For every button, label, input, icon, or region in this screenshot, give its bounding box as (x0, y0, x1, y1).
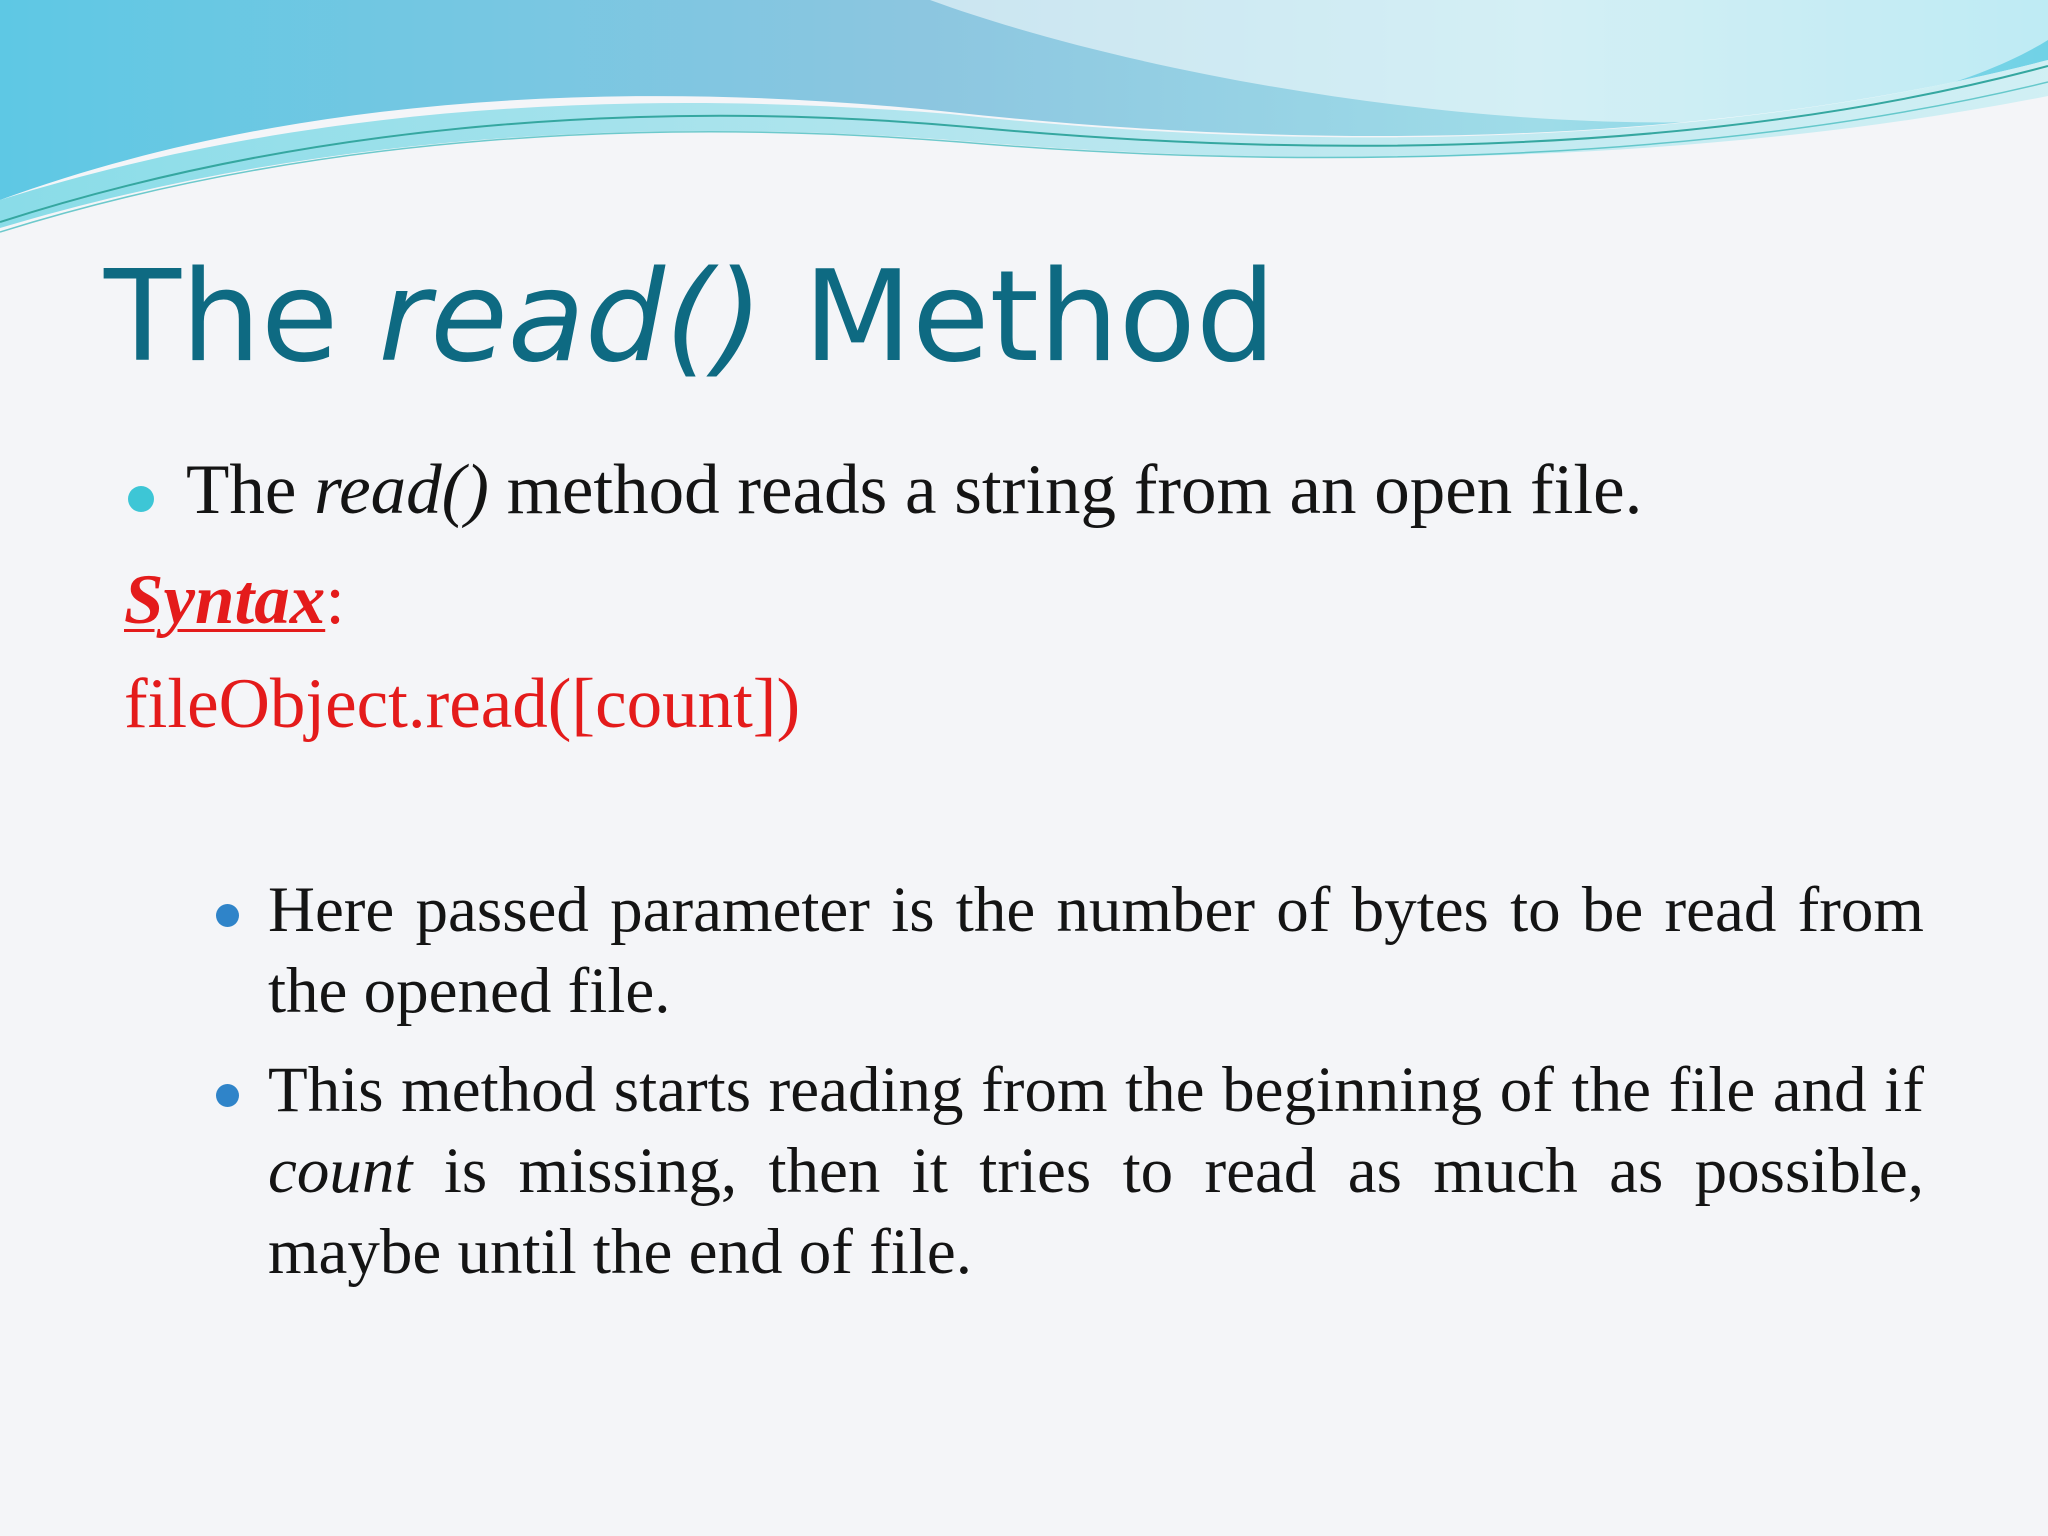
header-wave-decoration (0, 0, 2048, 240)
bullet-dot-icon (128, 486, 154, 512)
sub-bullet-list (212, 870, 1924, 1293)
main-bullet-suffix: method reads a string from an open file. (488, 451, 1643, 529)
sub-bullet-dot-icon (216, 904, 239, 927)
sub-bullet-item (212, 870, 1924, 1032)
main-bullet-prefix: The (186, 451, 315, 529)
sub-bullet-prefix: This method starts reading from the beginning of the file and if (268, 1054, 1924, 1126)
sub-bullet-text: Here passed parameter is the number of bytes to be read from the opened file. (268, 874, 1924, 1027)
syntax-heading (124, 558, 345, 642)
sub-bullet-dot-icon (216, 1084, 239, 1107)
main-bullet-emphasis: read() (314, 451, 489, 529)
syntax-code: fileObject.read([count]) (124, 665, 801, 743)
sub-bullet-item (212, 1050, 1924, 1293)
sub-bullet-emphasis: count (268, 1135, 413, 1207)
main-bullet (128, 448, 1978, 532)
main-bullet-text (186, 448, 1978, 532)
slide-title (104, 243, 1276, 390)
sub-bullet-text (268, 1050, 1924, 1293)
sub-bullet-suffix: is missing, then it tries to read as much as possible, maybe until the end of file. (268, 1135, 1924, 1288)
syntax-colon: : (325, 561, 345, 639)
title-suffix: Method (763, 243, 1276, 390)
title-prefix: The (104, 243, 379, 390)
title-emphasis: read() (378, 243, 764, 390)
syntax-label: Syntax (124, 561, 326, 639)
